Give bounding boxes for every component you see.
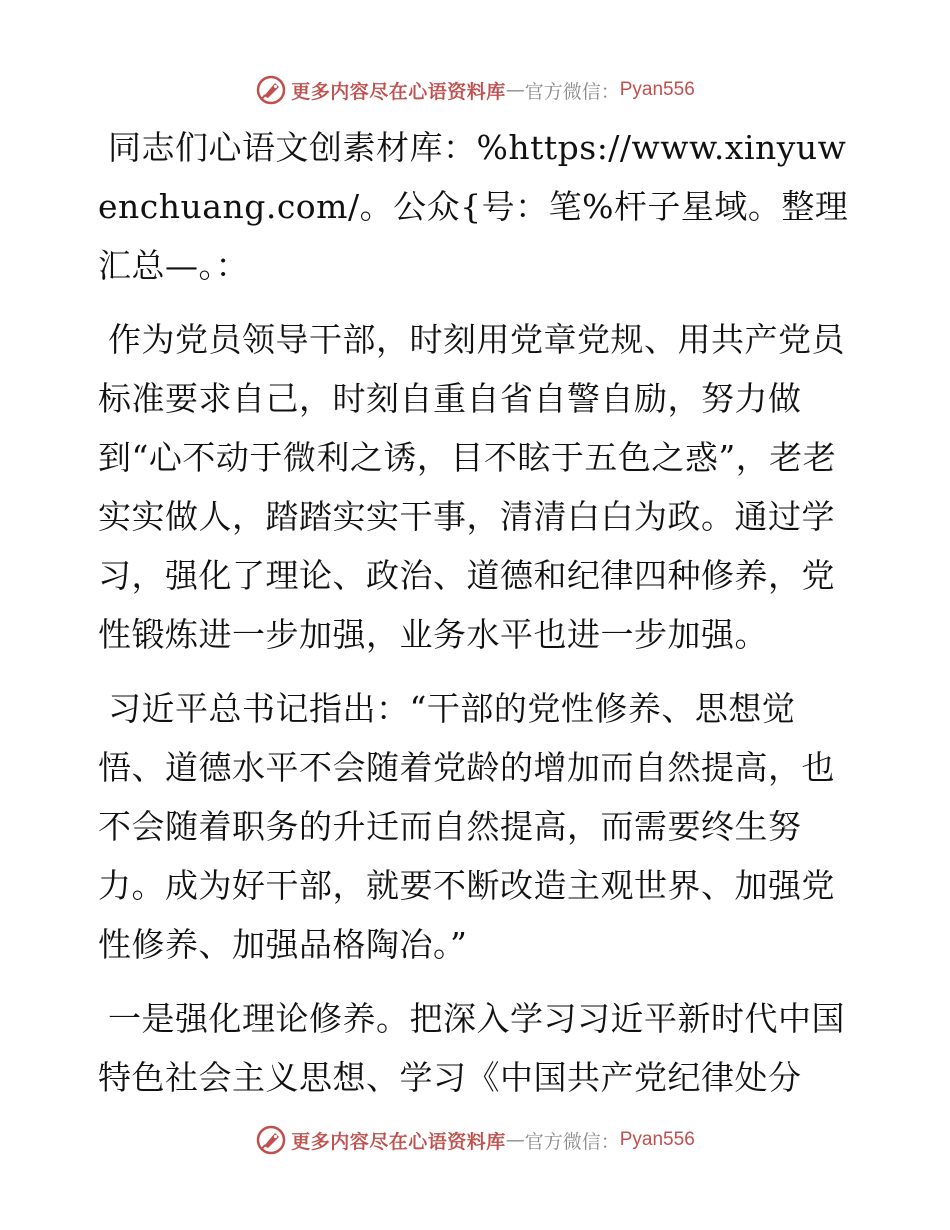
footer-wechat-id: Pyan556 xyxy=(619,1129,695,1150)
header-separator: — xyxy=(505,79,525,101)
paragraph-self-discipline: 作为党员领导干部，时刻用党章党规、用共产党员标准要求自己，时刻自重自省自警自励，努力做到“心不动于微利之诱，目不眩于五色之惑”，老老实实做人，踏踏实实干事，清清白白为政。通过学习，强化了理论、政治、道德和纪律四种修养，党性锻炼进一步加强，业务水平也进一步加强。 xyxy=(98,320,845,654)
paragraph-source: 同志们心语文创素材库：%https://www.xinyuwenchuang.com/。公众{号：笔%杆子星域。整理汇总—。： xyxy=(98,128,849,285)
pen-nib-logo-icon xyxy=(255,74,287,106)
footer-wechat-label: 官方微信： xyxy=(524,1130,620,1153)
header-wechat-id: Pyan556 xyxy=(619,79,695,100)
pen-nib-logo-icon xyxy=(255,1124,287,1156)
footer-slogan: 更多内容尽在心语资料库 xyxy=(291,1130,506,1153)
footer-separator: — xyxy=(505,1129,525,1151)
footer-banner xyxy=(0,1120,950,1160)
header-banner xyxy=(0,70,950,110)
header-slogan: 更多内容尽在心语资料库 xyxy=(291,80,506,103)
header-wechat-label: 官方微信： xyxy=(524,80,620,103)
document-body xyxy=(98,118,858,1122)
paragraph-theory: 一是强化理论修养。把深入学习习近平新时代中国特色社会主义思想、学习《中国共产党纪律处分 xyxy=(98,999,845,1097)
paragraph-quote: 习近平总书记指出：“干部的党性修养、思想觉悟、道德水平不会随着党龄的增加而自然提高，也不会随着职务的升迁而自然提高，而需要终生努力。成为好干部，就要不断改造主观世界、加强党性修养、加强品格陶冶。” xyxy=(98,689,835,964)
